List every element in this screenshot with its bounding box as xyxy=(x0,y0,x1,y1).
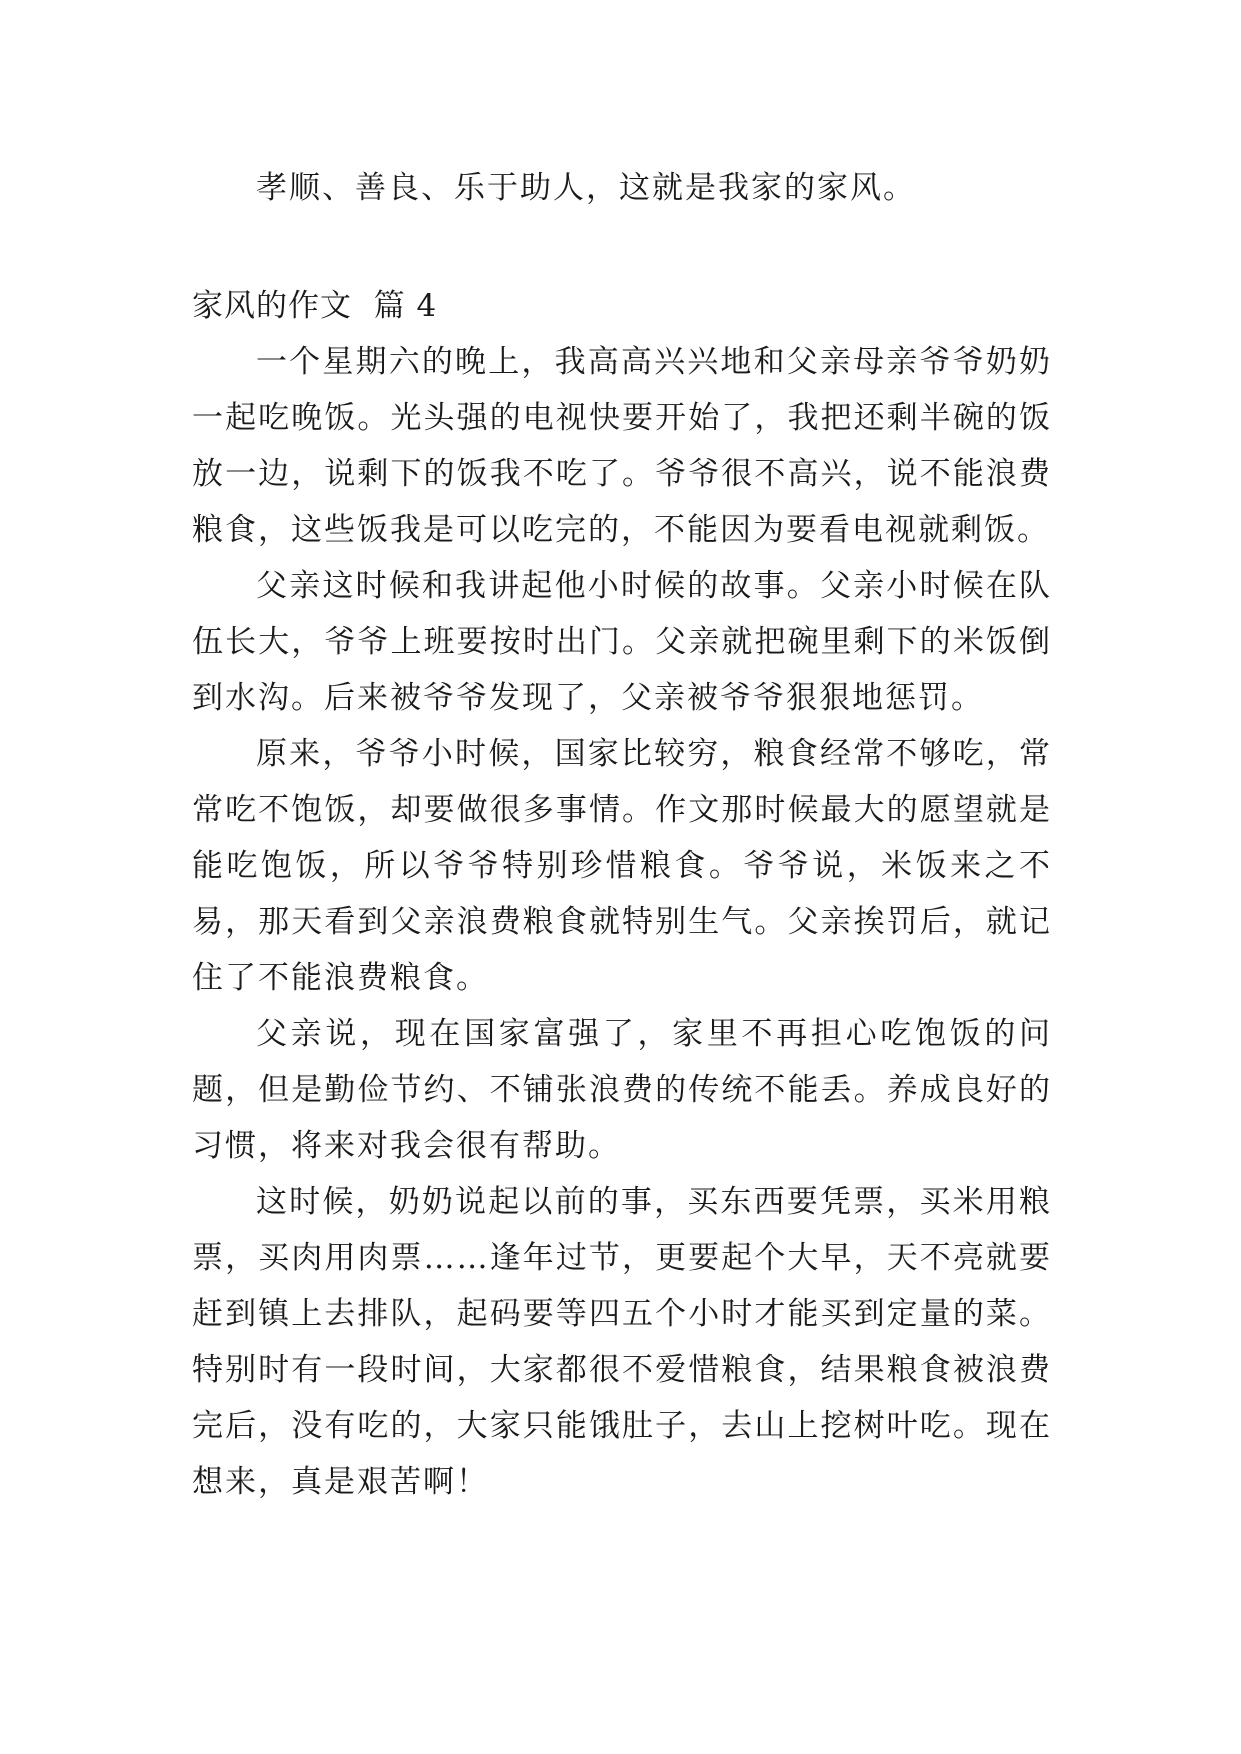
paragraph-1: 一个星期六的晚上，我高高兴兴地和父亲母亲爷爷奶奶一起吃晚饭。光头强的电视快要开始了，我把还剩半碗的饭放一边，说剩下的饭我不吃了。爷爷很不高兴，说不能浪费粮食，这些饭我是可以吃完的，不能因为要看电视就剩饭。 xyxy=(192,344,1052,548)
section-title: 家风的作文 篇 4 xyxy=(192,288,438,324)
paragraph-3: 原来，爷爷小时候，国家比较穷，粮食经常不够吃，常常吃不饱饭，却要做很多事情。作文那时候最大的愿望就是能吃饱饭，所以爷爷特别珍惜粮食。爷爷说，米饭来之不易，那天看到父亲浪费粮食就特别生气。父亲挨罚后，就记住了不能浪费粮食。 xyxy=(192,736,1052,996)
paragraph-2: 父亲这时候和我讲起他小时候的故事。父亲小时候在队伍长大，爷爷上班要按时出门。父亲就把碗里剩下的米饭倒到水沟。后来被爷爷发现了，父亲被爷爷狠狠地惩罚。 xyxy=(192,568,1052,716)
paragraph-5: 这时候，奶奶说起以前的事，买东西要凭票，买米用粮票，买肉用肉票……逢年过节，更要起个大早，天不亮就要赶到镇上去排队，起码要等四五个小时才能买到定量的菜。特别时有一段时间，大家都很不爱惜粮食，结果粮食被浪费完后，没有吃的，大家只能饿肚子，去山上挖树叶吃。现在想来，真是艰苦啊！ xyxy=(192,1184,1052,1500)
essay-body xyxy=(192,334,1052,1510)
paragraph-4: 父亲说，现在国家富强了，家里不再担心吃饱饭的问题，但是勤俭节约、不铺张浪费的传统不能丢。养成良好的习惯，将来对我会很有帮助。 xyxy=(192,1016,1052,1164)
closing-paragraph: 孝顺、善良、乐于助人，这就是我家的家风。 xyxy=(256,170,916,206)
previous-essay-ending xyxy=(192,160,1052,216)
